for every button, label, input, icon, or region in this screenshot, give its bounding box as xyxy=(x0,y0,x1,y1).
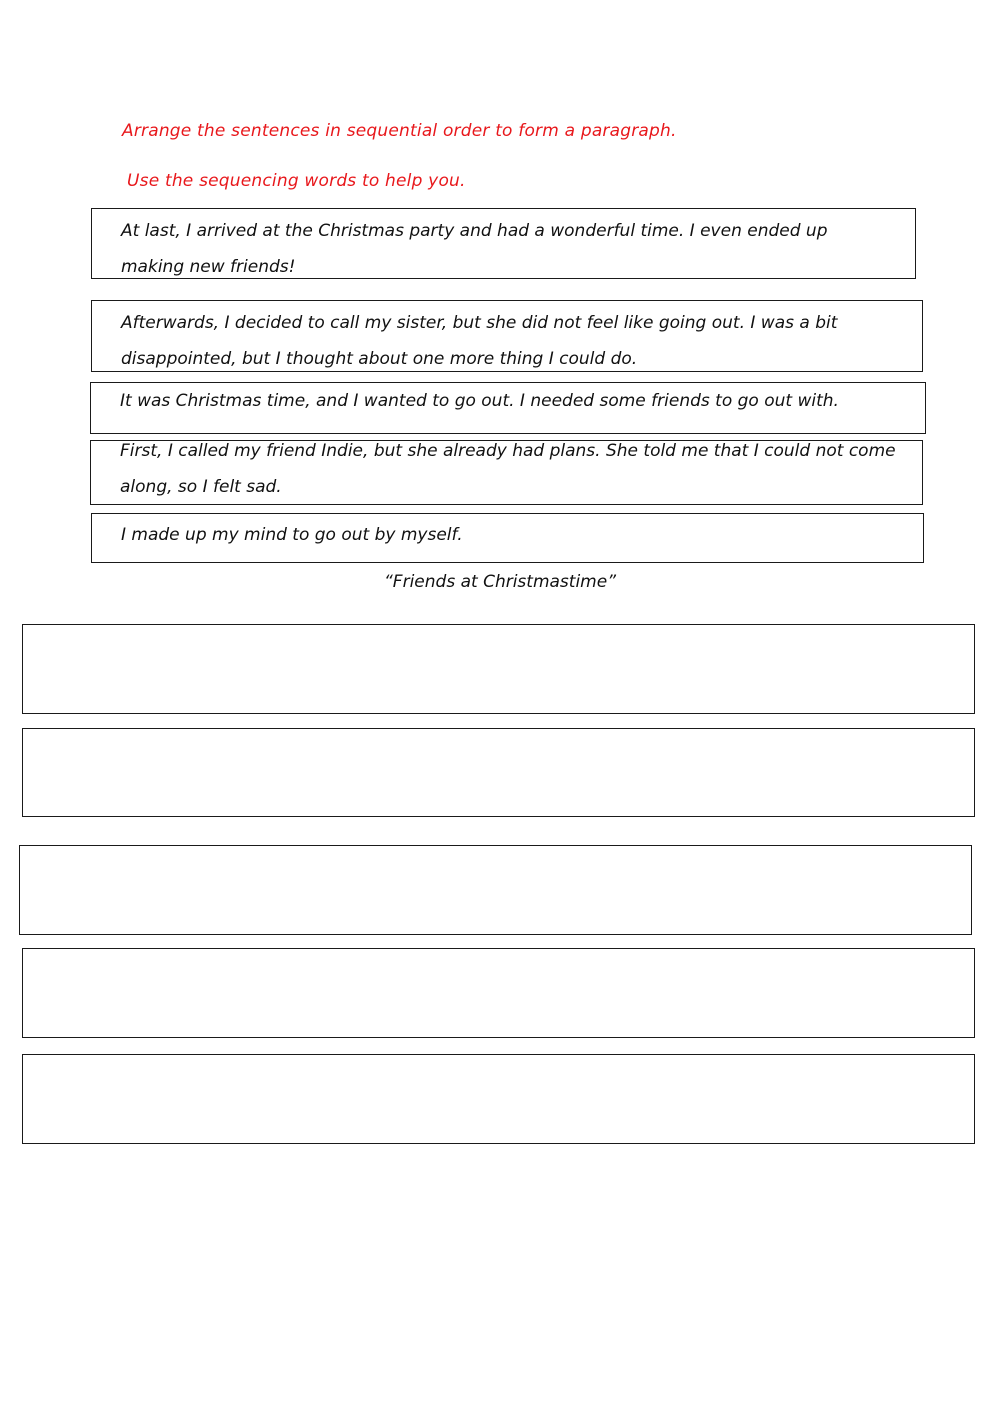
sentence-text: It was Christmas time, and I wanted to go out. I needed some friends to go out with. xyxy=(120,391,839,411)
instruction-sequencing-words: Use the sequencing words to help you. xyxy=(127,171,466,191)
sentence-card[interactable] xyxy=(90,440,923,505)
answer-drop-zone-4[interactable] xyxy=(22,948,975,1038)
sentence-card[interactable] xyxy=(91,513,924,563)
story-title: “Friends at Christmastime” xyxy=(384,572,616,592)
answer-drop-zone-5[interactable] xyxy=(22,1054,975,1144)
sentence-text: I made up my mind to go out by myself. xyxy=(121,525,463,545)
answer-drop-zone-1[interactable] xyxy=(22,624,975,714)
sentence-card[interactable] xyxy=(90,382,926,434)
sentence-card[interactable] xyxy=(91,300,923,372)
sentence-text: At last, I arrived at the Christmas party and had a wonderful time. I even ended up making new friends! xyxy=(121,221,828,277)
sentence-text: First, I called my friend Indie, but she already had plans. She told me that I could not come along, so I felt sad. xyxy=(120,441,896,497)
sentence-text: Afterwards, I decided to call my sister, but she did not feel like going out. I was a bit disappointed, but I thought about one more thing I could do. xyxy=(121,313,838,369)
answer-drop-zone-3[interactable] xyxy=(19,845,972,935)
answer-drop-zone-2[interactable] xyxy=(22,728,975,817)
sentence-card[interactable] xyxy=(91,208,916,279)
instruction-arrange: Arrange the sentences in sequential order to form a paragraph. xyxy=(122,121,677,141)
